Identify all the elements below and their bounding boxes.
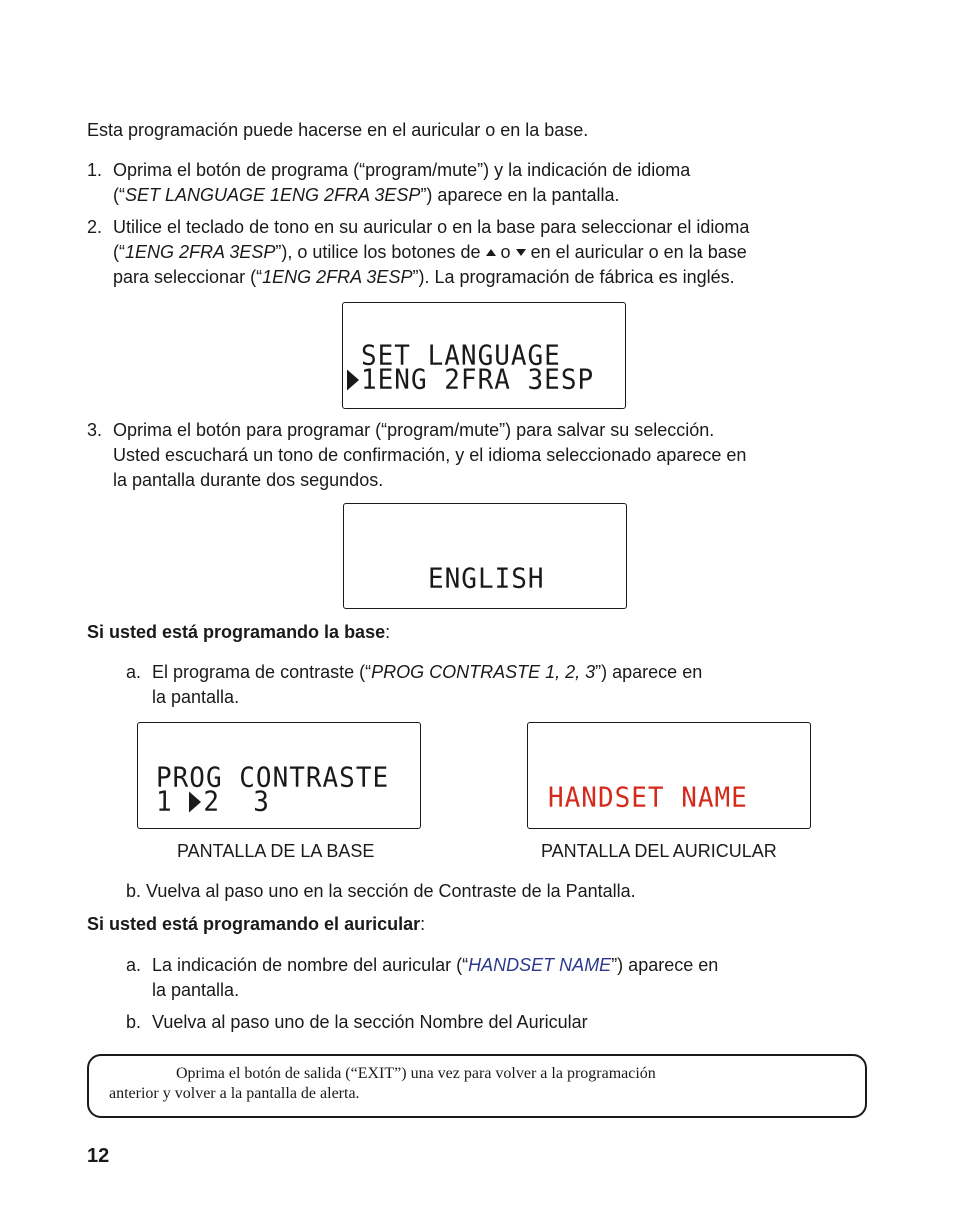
base-step-b: b. Vuelva al paso uno en la sección de Contraste de la Pantalla. bbox=[126, 881, 636, 901]
lcd-language-line-1: SET LANGUAGE bbox=[361, 340, 561, 372]
base-step-a-line-2: la pantalla. bbox=[152, 687, 240, 707]
step-2 bbox=[87, 215, 887, 287]
base-step-a bbox=[126, 660, 826, 707]
step-1-line-1: Oprima el botón de programa (“program/mute”) y la indicación de idioma bbox=[113, 160, 691, 180]
step-2-line-3: para seleccionar (“1ENG 2FRA 3ESP”). La programación de fábrica es inglés. bbox=[113, 267, 735, 287]
step-1-number: 1. bbox=[87, 160, 103, 180]
base-step-a-line-1: El programa de contraste (“PROG CONTRASTE 1, 2, 3”) aparece en bbox=[152, 662, 703, 682]
note-box bbox=[87, 1054, 867, 1118]
lcd-language-line-2: 1ENG 2FRA 3ESP bbox=[347, 366, 594, 393]
base-step-a-letter: a. bbox=[126, 662, 142, 682]
contrast-arrow-icon bbox=[189, 792, 201, 813]
caption-base: PANTALLA DE LA BASE bbox=[177, 841, 375, 861]
step-3-line-3: la pantalla durante dos segundos. bbox=[113, 470, 384, 490]
handset-step-a bbox=[126, 953, 826, 1000]
handset-step-b bbox=[126, 1010, 826, 1035]
lcd-handset-name bbox=[527, 722, 811, 829]
step-3-line-2: Usted escuchará un tono de confirmación, y el idioma seleccionado aparece en bbox=[113, 445, 747, 465]
selection-arrow-icon bbox=[347, 370, 359, 391]
up-arrow-icon bbox=[486, 249, 496, 256]
step-1-line-2: (“SET LANGUAGE 1ENG 2FRA 3ESP”) aparece en la pantalla. bbox=[113, 185, 620, 205]
step-2-number: 2. bbox=[87, 217, 103, 237]
handset-step-a-letter: a. bbox=[126, 955, 142, 975]
note-line-2: anterior y volver a la pantalla de alerta. bbox=[109, 1085, 360, 1102]
lcd-base-line-2: 1 2 3 bbox=[156, 786, 270, 818]
lcd-english bbox=[343, 503, 627, 609]
step-3 bbox=[87, 418, 887, 490]
handset-step-b-text: Vuelva al paso uno de la sección Nombre del Auricular bbox=[152, 1012, 588, 1032]
intro-text: Esta programación puede hacerse en el auricular o en la base. bbox=[87, 120, 589, 140]
handset-step-a-line-2: la pantalla. bbox=[152, 980, 240, 1000]
handset-heading: Si usted está programando el auricular: bbox=[87, 914, 426, 934]
base-heading: Si usted está programando la base: bbox=[87, 622, 391, 642]
step-1 bbox=[87, 158, 887, 205]
step-2-line-1: Utilice el teclado de tono en su auricular o en la base para seleccionar el idioma bbox=[113, 217, 750, 237]
lcd-handset-text: HANDSET NAME bbox=[548, 782, 748, 814]
step-3-line-1: Oprima el botón para programar (“program/mute”) para salvar su selección. bbox=[113, 420, 715, 440]
lcd-english-text: ENGLISH bbox=[428, 563, 545, 595]
down-arrow-icon bbox=[516, 249, 526, 256]
step-3-number: 3. bbox=[87, 420, 103, 440]
lcd-set-language bbox=[342, 302, 626, 409]
lcd-base-contrast bbox=[137, 722, 421, 829]
lcd-base-line-1: PROG CONTRASTE bbox=[156, 762, 390, 794]
note-line-1: Oprima el botón de salida (“EXIT”) una vez para volver a la programación bbox=[176, 1065, 656, 1082]
page-number: 12 bbox=[87, 1145, 110, 1167]
handset-step-b-letter: b. bbox=[126, 1012, 142, 1032]
handset-step-a-line-1: La indicación de nombre del auricular (“HANDSET NAME”) aparece en bbox=[152, 955, 719, 975]
caption-handset: PANTALLA DEL AURICULAR bbox=[541, 841, 777, 861]
step-2-line-2: (“1ENG 2FRA 3ESP”), o utilice los botones de o en el auricular o en la base bbox=[113, 242, 747, 262]
